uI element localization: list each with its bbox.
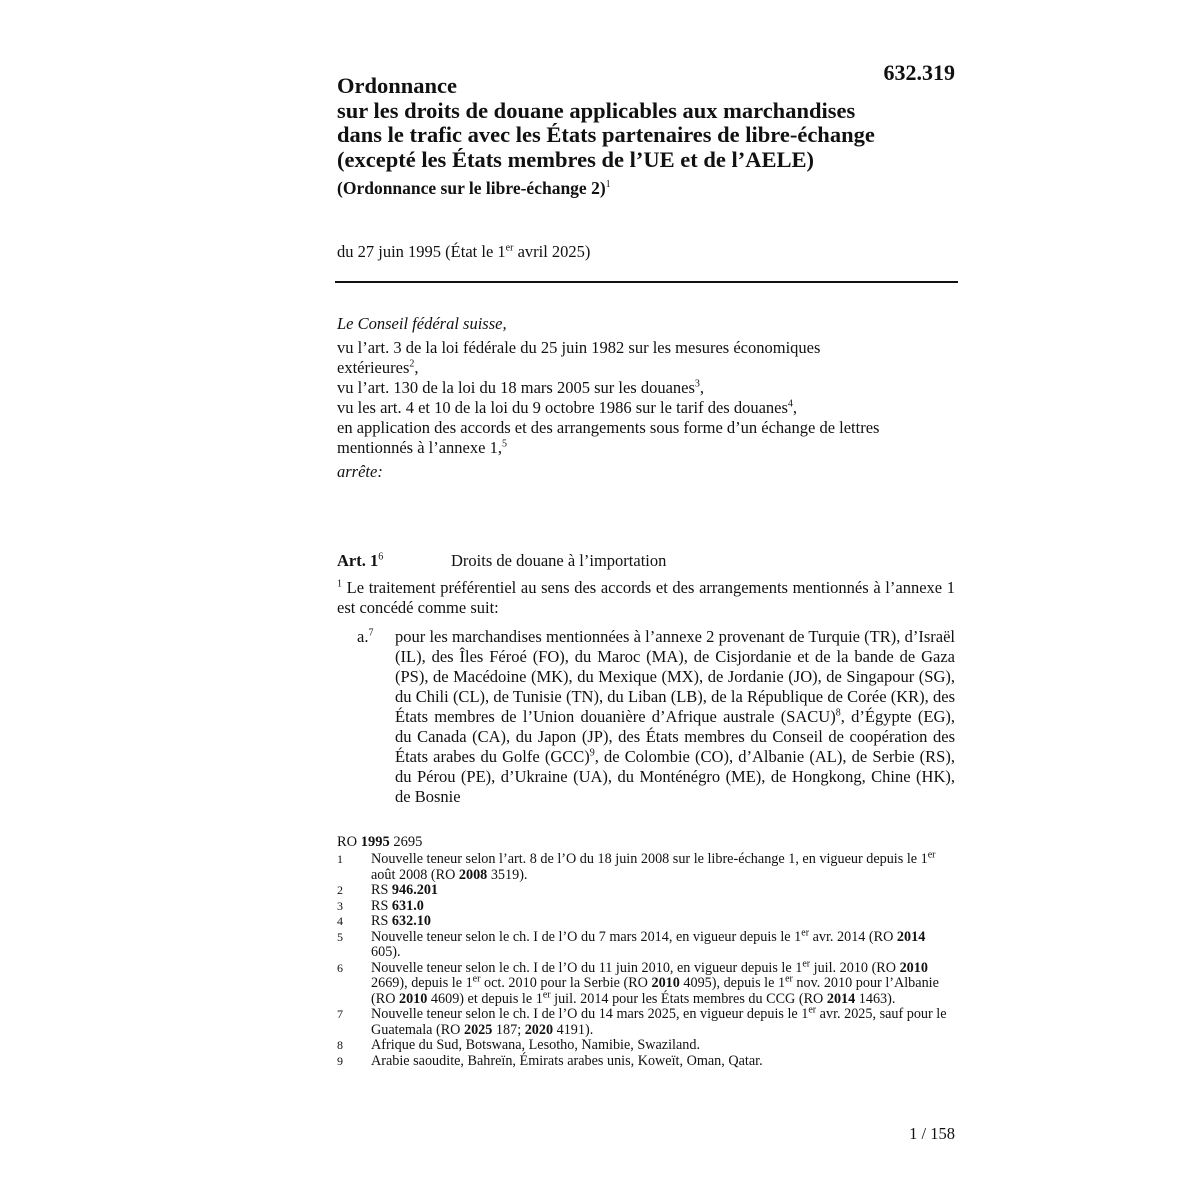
footnote-ref: 4	[787, 398, 793, 410]
date-line	[337, 242, 590, 262]
article-number-text: Art. 1	[337, 551, 379, 570]
footnote-number: 2	[337, 883, 343, 897]
document-number: 632.319	[883, 60, 955, 85]
footnote-ref: 9	[589, 747, 595, 759]
footnote-ref: 2	[409, 358, 415, 370]
date-ordinal: er	[505, 242, 514, 254]
footnote-ref: 5	[501, 438, 507, 450]
preamble-text: vu l’art. 130 de la loi du 18 mars 2005 sur les douanes	[337, 378, 695, 397]
list-marker	[357, 627, 393, 647]
footnote-text: Nouvelle teneur selon l’art. 8 de l’O du 18 juin 2008 sur le libre-échange 1, en vigueur depuis le 1er août 2008 (RO 2008 3519).	[371, 849, 936, 883]
short-title-text: (Ordonnance sur le libre-échange 2)	[337, 178, 606, 198]
footnote-text: RS 632.10	[371, 913, 431, 929]
footnote-number: 4	[337, 914, 343, 928]
footnote-number: 5	[337, 929, 343, 944]
footnote-number: 3	[337, 898, 343, 913]
footnote-text: RS 631.0	[371, 897, 424, 914]
footnotes	[337, 849, 957, 1069]
preamble-text: vu l’art. 3 de la loi fédérale du 25 juin 1982 sur les mesures économiques	[337, 338, 821, 357]
paragraph-text: Le traitement préférentiel au sens des accords et des arrangements mentionnés à l’annexe 1 est concédé comme suit:	[337, 578, 955, 617]
footnote-number: 1	[337, 852, 343, 866]
paragraph-number: 1	[337, 578, 342, 590]
preamble-line	[337, 378, 955, 398]
preamble-text: vu les art. 4 et 10 de la loi du 9 octobre 1986 sur le tarif des douanes	[337, 398, 788, 417]
ro-prefix: RO	[337, 834, 361, 850]
article-heading	[337, 551, 666, 571]
list-item	[357, 627, 955, 807]
ro-year: 1995	[360, 834, 390, 850]
footnote	[337, 1038, 957, 1054]
list-item-body	[395, 627, 955, 807]
footnote-ref: 3	[694, 378, 700, 390]
footnote-number: 9	[337, 1053, 343, 1068]
title-line: (excepté les États membres de l’UE et de l’AELE)	[337, 146, 814, 172]
footnote-text: Arabie saoudite, Bahreïn, Émirats arabes unis, Koweït, Oman, Qatar.	[371, 1052, 763, 1069]
footnote	[337, 1004, 957, 1038]
footnote-ref: 7	[368, 627, 374, 639]
list-label: a.	[357, 627, 369, 646]
footnote-ref: 6	[378, 551, 384, 563]
list-text: , d’Égypte (EG), du Canada (CA), du Japon (JP), des États membres du Conseil de coopération des États arabes du Golfe (GCC)	[395, 707, 956, 766]
decree: arrête:	[337, 462, 383, 481]
preamble-text: extérieures	[337, 358, 410, 377]
footnote-text: RS 946.201	[371, 882, 439, 898]
footnote	[337, 914, 957, 930]
issuer: Le Conseil fédéral suisse,	[337, 314, 507, 333]
ro-page: 2695	[389, 834, 423, 850]
preamble	[337, 314, 955, 482]
footnote	[337, 1054, 957, 1070]
footnote	[337, 883, 957, 899]
preamble-line	[337, 438, 955, 458]
preamble-line	[337, 338, 955, 358]
footnote-text: Nouvelle teneur selon le ch. I de l’O du 11 juin 2010, en vigueur depuis le 1er juil. 2010 (RO 2010 2669), depuis le 1er oct. 2010 pour la Serbie (RO 2010 4095), depuis le 1er nov. 2010 pour l’Albanie (RO 2010 4609) et depuis le 1er juil. 2014 pour les États membres du CCG (RO 2014 1463).	[371, 957, 939, 1007]
footnote-number: 7	[337, 1007, 343, 1021]
preamble-punct: ,	[414, 358, 419, 377]
footnote	[337, 926, 957, 961]
list-text: pour les marchandises mentionnées à l’annexe 2 provenant de Turquie (TR), d’Israël (IL), des Îles Féroé (FO), du Maroc (MA), de Cisjordanie et de la bande de Gaza (PS), de Macédoine (MK), du Mexique (MX), de Jordanie (JO), de Singapour (SG), du Chili (CL), de Tunisie (TN), du Liban (LB), de la République de Corée (KR), des États membres de l’Union douanière d’Afrique australe (SACU)	[395, 627, 955, 726]
page-number: 1 / 158	[909, 1124, 955, 1143]
footnote-ref: 8	[835, 707, 841, 719]
footnote	[337, 899, 957, 915]
date-text-end: avril 2025)	[513, 242, 591, 261]
footnote-number: 8	[337, 1038, 343, 1052]
footnote-number: 6	[337, 960, 343, 975]
preamble-line	[337, 418, 955, 438]
title-line: Ordonnance	[337, 73, 458, 98]
footnote	[337, 957, 957, 1008]
preamble-punct: ,	[792, 398, 798, 417]
article-title: Droits de douane à l’importation	[451, 551, 667, 570]
footnote	[337, 849, 957, 883]
footnote-text: Nouvelle teneur selon le ch. I de l’O du 7 mars 2014, en vigueur depuis le 1er avr. 2014 (RO 2014 605).	[371, 926, 926, 960]
article-paragraph	[337, 578, 955, 618]
preamble-text: mentionnés à l’annexe 1,	[337, 438, 502, 457]
article-number	[337, 551, 451, 571]
title-divider	[335, 281, 958, 283]
preamble-text: en application des accords et des arrangements sous forme d’un échange de lettres	[337, 418, 880, 437]
list-text: , de Colombie (CO), d’Albanie (AL), de Serbie (RS), du Pérou (PE), d’Ukraine (UA), du Monténégro (ME), de Hongkong, Chine (HK), de Bosnie	[395, 747, 955, 806]
footnote-text: Nouvelle teneur selon le ch. I de l’O du 14 mars 2025, en vigueur depuis le 1er avr. 2025, sauf pour le Guatemala (RO 2025 187; 2020 4191).	[371, 1004, 947, 1038]
title-block	[337, 74, 957, 199]
ro-reference	[337, 834, 422, 851]
preamble-line	[337, 358, 955, 378]
title-line: dans le trafic avec les États partenaires de libre-échange	[337, 122, 875, 147]
preamble-punct: ,	[699, 378, 705, 397]
date-text: du 27 juin 1995 (État le 1	[337, 242, 506, 261]
footnote-text: Afrique du Sud, Botswana, Lesotho, Namibie, Swaziland.	[371, 1037, 701, 1053]
footnote-ref: 1	[605, 179, 611, 191]
short-title	[337, 178, 957, 199]
title-line: sur les droits de douane applicables aux marchandises	[337, 97, 856, 123]
preamble-line	[337, 398, 955, 418]
